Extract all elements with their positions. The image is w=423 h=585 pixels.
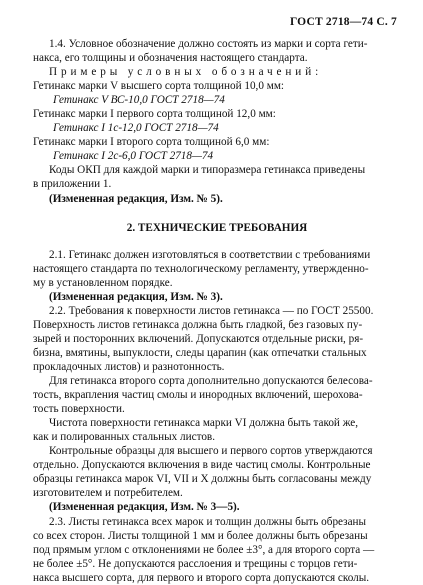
text-line: бизна, вмятины, выпуклости, следы царапин (как отпечатки стальных xyxy=(33,346,367,359)
example-code: Гетинакс I 1с-12,0 ГОСТ 2718—74 xyxy=(53,122,219,135)
paragraph-2-3 xyxy=(33,515,401,585)
paragraph-second-grade xyxy=(33,374,401,416)
text-line: под прямым углом с отклонениями не более ±3°, а для второго сорта — xyxy=(33,543,375,556)
text-line: Поверхность листов гетинакса должна быть гладкой, без газовых пу- xyxy=(33,318,363,331)
text-line: 2.1. Гетинакс должен изготовляться в соответствии с требованиями xyxy=(49,248,371,261)
paragraph-grade-vi xyxy=(33,416,401,444)
text-line: изготовителем и потребителем. xyxy=(33,487,183,500)
text-line: накса, его толщины и обозначения настоящего стандарта. xyxy=(33,52,308,65)
text-line: 2.2. Требования к поверхности листов гетинакса — по ГОСТ 25500. xyxy=(49,304,374,317)
text-line: Коды ОКП для каждой марки и типоразмера гетинакса приведены xyxy=(49,164,366,177)
text-line: Для гетинакса второго сорта дополнительно допускаются белесова- xyxy=(49,375,373,388)
example-label: Гетинакс марки I второго сорта толщиной 6,0 мм: xyxy=(33,136,270,149)
paragraph-okp xyxy=(33,163,401,191)
examples-heading xyxy=(33,65,401,79)
text-line: не более ±5°. Не допускаются расслоения и трещины с торцов гети- xyxy=(33,557,358,570)
example-code: Гетинакс I 2с-6,0 ГОСТ 2718—74 xyxy=(53,150,214,163)
text-line: Чистота поверхности гетинакса марки VI должна быть такой же, xyxy=(49,417,359,430)
text-line: прокладочных листов) и разнотонность. xyxy=(33,360,225,373)
amendment-note: (Измененная редакция, Изм. № 3—5). xyxy=(49,501,240,514)
text-line: 2.3. Листы гетинакса всех марок и толщин должны быть обрезаны xyxy=(49,515,367,528)
text-line: тость поверхности. xyxy=(33,403,125,416)
text-line: тость, вкрапления частиц смолы и инородных включений, шерохова- xyxy=(33,389,363,402)
text-line: накса высшего сорта, для первого и второго сорта допускаются сколы. xyxy=(33,571,370,584)
text-line: в приложении 1. xyxy=(33,178,112,191)
text-line: образцы гетинакса марок VI, VII и Х должны быть согласованы между xyxy=(33,473,372,486)
text-line: 1.4. Условное обозначение должно состоять из марки и сорта гети- xyxy=(49,38,368,50)
examples-heading-text: Примеры условных обозначений: xyxy=(49,66,323,79)
example-code: Гетинакс V ВС-10,0 ГОСТ 2718—74 xyxy=(53,94,225,107)
text-line: му в установленном порядке. xyxy=(33,276,173,289)
paragraph-2-2 xyxy=(33,304,401,374)
example-item xyxy=(33,79,401,107)
paragraph-1-4 xyxy=(33,37,401,65)
page-content xyxy=(33,37,401,585)
text-line: со всех сторон. Листы толщиной 1 мм и более должны быть обрезаны xyxy=(33,529,368,542)
example-item xyxy=(33,135,401,163)
paragraph-control-samples xyxy=(33,444,401,500)
page-header: ГОСТ 2718—74 С. 7 xyxy=(289,16,397,28)
text-line: настоящего стандарта по технологическому регламенту, утвержденно- xyxy=(33,262,369,275)
example-item xyxy=(33,107,401,135)
amendment-note: (Измененная редакция, Изм. № 3). xyxy=(49,290,223,303)
text-line: зырей и посторонних включений. Допускаются отдельные риски, ря- xyxy=(33,332,364,345)
paragraph-2-1 xyxy=(33,248,401,290)
amendment-note: (Измененная редакция, Изм. № 5). xyxy=(49,192,223,205)
text-line: Контрольные образцы для высшего и первого сортов утверждаются xyxy=(49,445,373,458)
text-line: как и полированных стальных листов. xyxy=(33,431,216,444)
text-line: отдельно. Допускаются включения в виде частиц смолы. Контрольные xyxy=(33,459,371,472)
section-heading: 2. ТЕХНИЧЕСКИЕ ТРЕБОВАНИЯ xyxy=(126,221,308,234)
example-label: Гетинакс марки V высшего сорта толщиной 10,0 мм: xyxy=(33,80,285,93)
example-label: Гетинакс марки I первого сорта толщиной 12,0 мм: xyxy=(33,108,276,121)
